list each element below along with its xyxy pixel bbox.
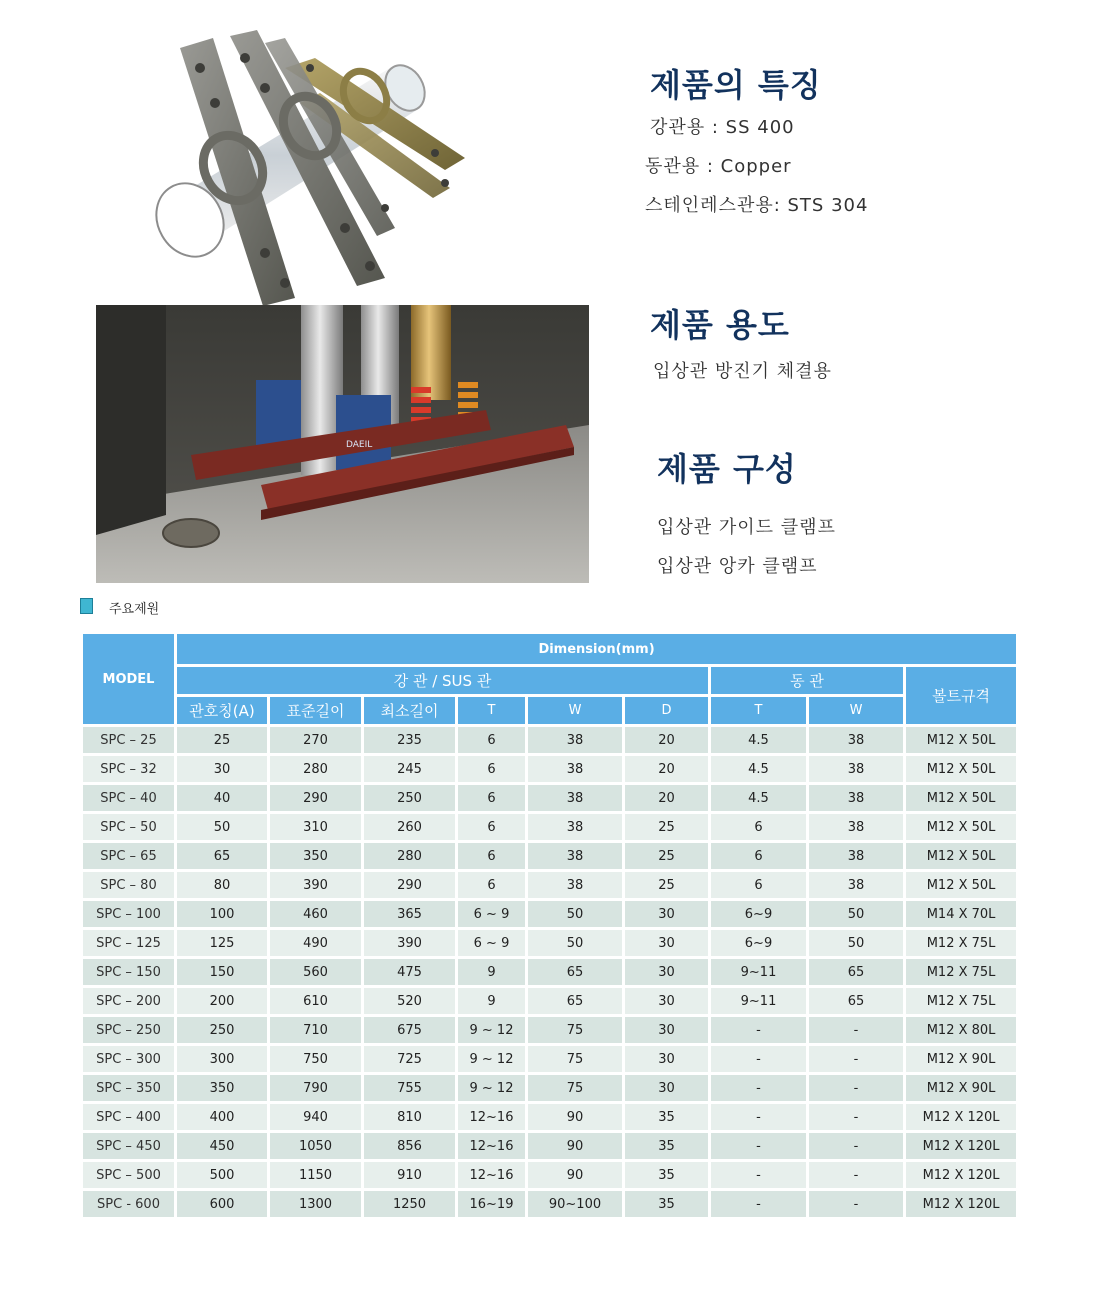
cell-standard-length: 610 [269,987,363,1016]
cell-steel-d: 25 [624,813,710,842]
cell-copper-t: 9~11 [710,958,808,987]
cell-copper-w: - [808,1103,905,1132]
cell-model: SPC – 65 [82,842,176,871]
composition-title: 제품 구성 [657,450,797,488]
cell-model: SPC – 350 [82,1074,176,1103]
cell-min-length: 810 [363,1103,457,1132]
cell-model: SPC – 200 [82,987,176,1016]
cell-copper-w: - [808,1016,905,1045]
cell-copper-t: - [710,1190,808,1219]
cell-min-length: 1250 [363,1190,457,1219]
cell-nominal-size: 500 [176,1161,269,1190]
cell-steel-w: 38 [527,871,624,900]
cell-model: SPC – 80 [82,871,176,900]
cell-model: SPC – 100 [82,900,176,929]
cell-bolt-spec: M12 X 120L [905,1190,1018,1219]
cell-copper-w: 38 [808,813,905,842]
table-row [82,1132,1018,1161]
cell-min-length: 910 [363,1161,457,1190]
cell-min-length: 290 [363,871,457,900]
table-row [82,1190,1018,1219]
table-row [82,784,1018,813]
cell-standard-length: 750 [269,1045,363,1074]
cell-copper-t: 4.5 [710,726,808,755]
cell-steel-w: 90~100 [527,1190,624,1219]
cell-nominal-size: 350 [176,1074,269,1103]
header-copper-w: W [808,696,905,726]
cell-copper-w: - [808,1132,905,1161]
cell-standard-length: 940 [269,1103,363,1132]
cell-steel-t: 9 [457,987,527,1016]
cell-steel-w: 50 [527,900,624,929]
cell-steel-d: 20 [624,784,710,813]
cell-steel-t: 6 ~ 9 [457,900,527,929]
cell-steel-d: 30 [624,987,710,1016]
cell-steel-t: 6 [457,813,527,842]
cell-nominal-size: 125 [176,929,269,958]
header-steel-d: D [624,696,710,726]
cell-steel-t: 6 ~ 9 [457,929,527,958]
cell-copper-t: 6~9 [710,929,808,958]
cell-nominal-size: 600 [176,1190,269,1219]
cell-nominal-size: 450 [176,1132,269,1161]
cell-steel-t: 6 [457,871,527,900]
cell-bolt-spec: M12 X 75L [905,929,1018,958]
cell-min-length: 856 [363,1132,457,1161]
cell-copper-w: - [808,1074,905,1103]
table-row [82,987,1018,1016]
cell-steel-w: 38 [527,842,624,871]
cell-nominal-size: 200 [176,987,269,1016]
cell-model: SPC - 600 [82,1190,176,1219]
cell-steel-t: 9 ~ 12 [457,1074,527,1103]
cell-bolt-spec: M12 X 50L [905,842,1018,871]
cell-copper-t: 4.5 [710,784,808,813]
table-row [82,1161,1018,1190]
cell-bolt-spec: M12 X 50L [905,726,1018,755]
table-row [82,1103,1018,1132]
cell-copper-w: - [808,1190,905,1219]
table-row [82,900,1018,929]
cell-bolt-spec: M12 X 50L [905,755,1018,784]
cell-standard-length: 490 [269,929,363,958]
cell-steel-t: 9 ~ 12 [457,1016,527,1045]
cell-model: SPC – 125 [82,929,176,958]
composition-anchor-clamp: 입상관 앙카 클램프 [657,556,818,577]
cell-steel-w: 65 [527,987,624,1016]
header-dimension: Dimension(mm) [176,633,1018,666]
cell-bolt-spec: M12 X 50L [905,871,1018,900]
product-render-image [145,28,495,308]
cell-copper-w: 38 [808,784,905,813]
header-steel-pipe: 강 관 / SUS 관 [176,666,710,696]
cell-steel-t: 16~19 [457,1190,527,1219]
cell-steel-w: 50 [527,929,624,958]
cell-steel-d: 25 [624,842,710,871]
cell-copper-w: 65 [808,958,905,987]
cell-min-length: 250 [363,784,457,813]
cell-model: SPC – 40 [82,784,176,813]
cell-min-length: 245 [363,755,457,784]
cell-model: SPC – 400 [82,1103,176,1132]
cell-min-length: 755 [363,1074,457,1103]
cell-min-length: 280 [363,842,457,871]
cell-bolt-spec: M12 X 80L [905,1016,1018,1045]
cell-nominal-size: 65 [176,842,269,871]
cell-copper-t: - [710,1132,808,1161]
cell-steel-t: 12~16 [457,1161,527,1190]
cell-model: SPC – 300 [82,1045,176,1074]
cell-steel-w: 38 [527,813,624,842]
cell-nominal-size: 400 [176,1103,269,1132]
cell-bolt-spec: M12 X 50L [905,784,1018,813]
cell-standard-length: 710 [269,1016,363,1045]
cell-standard-length: 790 [269,1074,363,1103]
feature-stainless: 스테인레스관용: STS 304 [645,195,869,216]
table-row [82,1016,1018,1045]
cell-copper-t: - [710,1161,808,1190]
cell-bolt-spec: M14 X 70L [905,900,1018,929]
cell-copper-t: 6 [710,813,808,842]
cell-steel-w: 65 [527,958,624,987]
cell-nominal-size: 300 [176,1045,269,1074]
cell-standard-length: 390 [269,871,363,900]
table-row [82,929,1018,958]
cell-model: SPC – 250 [82,1016,176,1045]
cell-standard-length: 1050 [269,1132,363,1161]
cell-standard-length: 290 [269,784,363,813]
cell-standard-length: 270 [269,726,363,755]
cell-steel-t: 6 [457,726,527,755]
cell-steel-d: 20 [624,755,710,784]
cell-nominal-size: 25 [176,726,269,755]
brand-logo: DAEIL [346,440,373,450]
cell-bolt-spec: M12 X 50L [905,813,1018,842]
cell-nominal-size: 250 [176,1016,269,1045]
table-row [82,1045,1018,1074]
table-row [82,958,1018,987]
cell-steel-w: 75 [527,1045,624,1074]
cell-min-length: 235 [363,726,457,755]
cell-standard-length: 310 [269,813,363,842]
cell-standard-length: 1150 [269,1161,363,1190]
cell-steel-d: 30 [624,929,710,958]
feature-steel: 강관용 : SS 400 [650,117,795,138]
installation-photo [96,305,589,583]
cell-nominal-size: 150 [176,958,269,987]
cell-steel-w: 90 [527,1103,624,1132]
cell-min-length: 725 [363,1045,457,1074]
table-row [82,1074,1018,1103]
cell-steel-d: 30 [624,900,710,929]
header-min-length: 최소길이 [363,696,457,726]
cell-copper-w: 38 [808,842,905,871]
features-title: 제품의 특징 [650,66,822,104]
cell-standard-length: 280 [269,755,363,784]
cell-nominal-size: 50 [176,813,269,842]
cell-copper-w: 50 [808,929,905,958]
cell-nominal-size: 40 [176,784,269,813]
cell-min-length: 520 [363,987,457,1016]
header-nominal-size: 관호칭(A) [176,696,269,726]
cell-model: SPC – 50 [82,813,176,842]
cell-copper-t: 9~11 [710,987,808,1016]
cell-min-length: 260 [363,813,457,842]
cell-nominal-size: 30 [176,755,269,784]
cell-steel-w: 38 [527,726,624,755]
cell-steel-d: 30 [624,1045,710,1074]
cell-copper-w: - [808,1045,905,1074]
cell-steel-t: 9 ~ 12 [457,1045,527,1074]
cell-steel-d: 30 [624,1074,710,1103]
section-bullet-icon [80,598,93,614]
cell-bolt-spec: M12 X 120L [905,1132,1018,1161]
usage-title: 제품 용도 [650,306,790,344]
usage-text: 입상관 방진기 체결용 [653,361,832,382]
table-row [82,842,1018,871]
cell-bolt-spec: M12 X 75L [905,958,1018,987]
spec-table [80,631,1019,1220]
cell-steel-w: 90 [527,1161,624,1190]
cell-copper-t: - [710,1074,808,1103]
cell-nominal-size: 80 [176,871,269,900]
cell-steel-w: 38 [527,755,624,784]
cell-copper-w: 65 [808,987,905,1016]
cell-min-length: 365 [363,900,457,929]
table-row [82,726,1018,755]
cell-steel-t: 6 [457,755,527,784]
cell-nominal-size: 100 [176,900,269,929]
cell-copper-w: 38 [808,726,905,755]
cell-copper-w: - [808,1161,905,1190]
cell-steel-d: 25 [624,871,710,900]
cell-steel-t: 6 [457,784,527,813]
cell-bolt-spec: M12 X 90L [905,1074,1018,1103]
composition-guide-clamp: 입상관 가이드 클램프 [657,517,836,538]
cell-steel-t: 9 [457,958,527,987]
cell-steel-d: 30 [624,1016,710,1045]
header-copper-pipe: 동 관 [710,666,905,696]
cell-model: SPC – 32 [82,755,176,784]
cell-copper-t: - [710,1016,808,1045]
cell-steel-d: 35 [624,1103,710,1132]
cell-steel-d: 35 [624,1190,710,1219]
cell-bolt-spec: M12 X 75L [905,987,1018,1016]
table-row [82,813,1018,842]
cell-copper-t: - [710,1045,808,1074]
cell-steel-w: 75 [527,1074,624,1103]
cell-model: SPC – 450 [82,1132,176,1161]
cell-bolt-spec: M12 X 120L [905,1161,1018,1190]
cell-model: SPC – 500 [82,1161,176,1190]
cell-steel-d: 30 [624,958,710,987]
cell-copper-w: 50 [808,900,905,929]
header-steel-t: T [457,696,527,726]
cell-model: SPC – 25 [82,726,176,755]
cell-copper-t: 6 [710,871,808,900]
cell-steel-t: 6 [457,842,527,871]
cell-copper-t: - [710,1103,808,1132]
cell-standard-length: 1300 [269,1190,363,1219]
cell-steel-d: 20 [624,726,710,755]
cell-bolt-spec: M12 X 120L [905,1103,1018,1132]
cell-copper-w: 38 [808,871,905,900]
table-row [82,755,1018,784]
cell-steel-d: 35 [624,1161,710,1190]
feature-copper: 동관용 : Copper [645,156,792,177]
header-steel-w: W [527,696,624,726]
cell-standard-length: 460 [269,900,363,929]
spec-section-label: 주요제원 [109,602,160,617]
cell-steel-w: 90 [527,1132,624,1161]
cell-standard-length: 560 [269,958,363,987]
cell-copper-t: 4.5 [710,755,808,784]
cell-copper-w: 38 [808,755,905,784]
cell-steel-w: 38 [527,784,624,813]
cell-bolt-spec: M12 X 90L [905,1045,1018,1074]
header-standard-length: 표준길이 [269,696,363,726]
cell-steel-t: 12~16 [457,1103,527,1132]
header-model: MODEL [82,633,176,726]
header-bolt-spec: 볼트규격 [905,666,1018,726]
cell-standard-length: 350 [269,842,363,871]
cell-min-length: 390 [363,929,457,958]
header-copper-t: T [710,696,808,726]
cell-steel-d: 35 [624,1132,710,1161]
cell-steel-t: 12~16 [457,1132,527,1161]
table-row [82,871,1018,900]
cell-copper-t: 6~9 [710,900,808,929]
cell-model: SPC – 150 [82,958,176,987]
cell-steel-w: 75 [527,1016,624,1045]
cell-copper-t: 6 [710,842,808,871]
cell-min-length: 675 [363,1016,457,1045]
cell-min-length: 475 [363,958,457,987]
